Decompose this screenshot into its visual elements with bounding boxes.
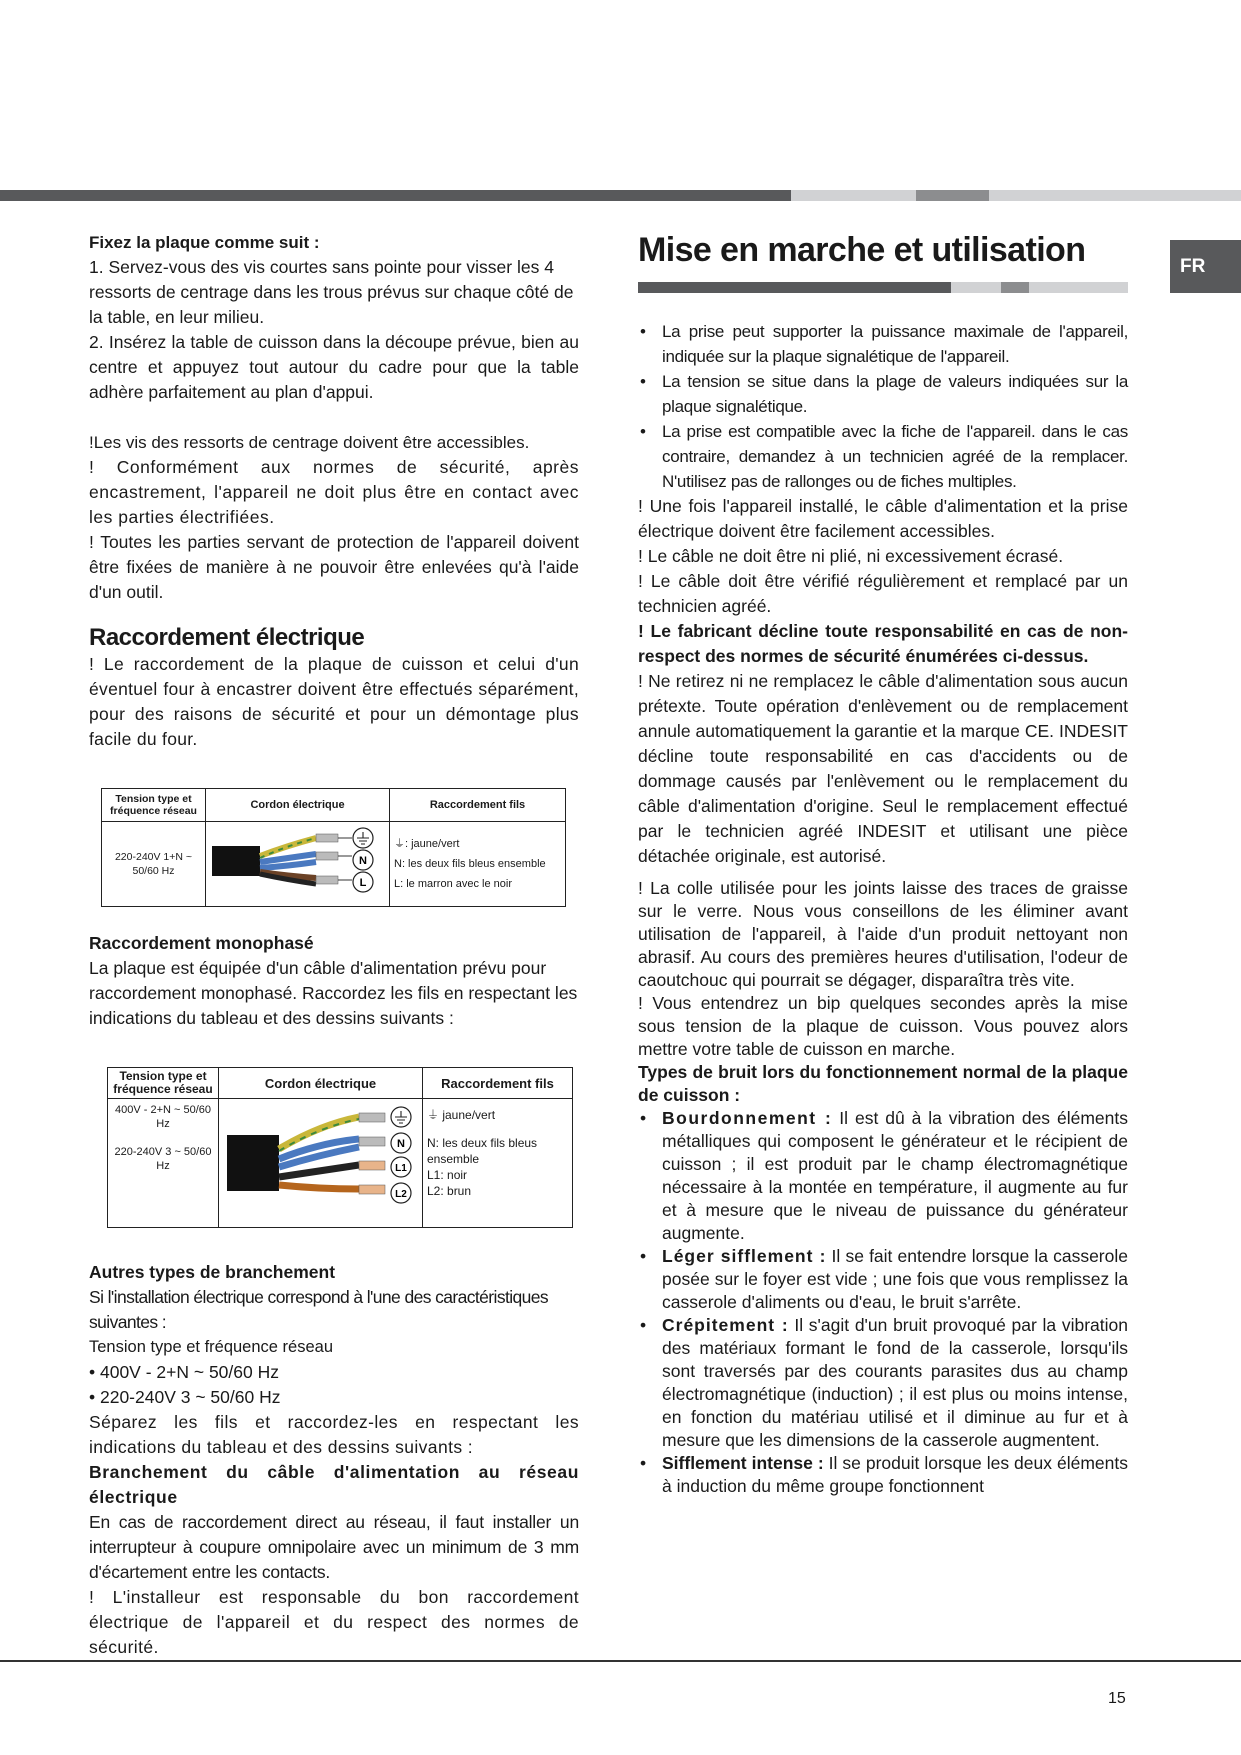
t2-header-voltage: Tension type et fréquence réseau (108, 1068, 219, 1099)
info-beep: ! Vous entendrez un bip quelques secondes après la mise sous tension de la plaque de cuisson. Vous pouvez alors mettre votre table de cuisson en marche. (638, 993, 1128, 1059)
t2-wire-n: N: les deux fils bleus ensemble (427, 1136, 538, 1166)
t2-cord-cell (219, 1099, 423, 1228)
requirements-list (638, 319, 1128, 494)
t2-wires-cell (423, 1099, 573, 1228)
t1-wire-n: N: les deux fils bleus ensemble (394, 858, 546, 870)
other-subtitle: Tension type et fréquence réseau (89, 1338, 333, 1356)
t1-wire-earth: ⏚: jaune/vert (394, 838, 460, 850)
branch-warning: ! L'installeur est responsable du bon raccordement électrique de l'appareil et du respect des normes de sécurité. (89, 1587, 579, 1657)
t2-voltage-cell (108, 1099, 219, 1228)
requirement-3: • La prise est compatible avec la fiche de l'appareil. dans le cas contraire, demandez à un technicien agréé de la remplacer. N'utilisez pas de rallonges ou de fiches multiples. (638, 419, 1128, 494)
header-bar-mid (916, 190, 989, 201)
t2-wire-earth: ⏚ jaune/vert (427, 1108, 496, 1122)
warning-3: ! Toutes les parties servant de protection de l'appareil doivent être fixées de manière à ne pouvoir être enlevées qu'à l'aide d'un outil. (89, 532, 579, 602)
other-bullet-1: • 400V - 2+N ~ 50/60 Hz (89, 1362, 279, 1382)
noise-title: Types de bruit lors du fonctionnement normal de la plaque de cuisson : (638, 1062, 1128, 1105)
t1-voltage: 220-240V 1+N ~ 50/60 Hz (102, 822, 206, 907)
other-title: Autres types de branchement (89, 1262, 336, 1282)
noise-item-2: • Léger sifflement : Il se fait entendre lorsque la casserole posée sur le foyer est vide ; une fois que vous remplissez la casserole d'aliments ou d'eau, le bruit s'arrête. (638, 1245, 1128, 1314)
branch-title: Branchement du câble d'alimentation au réseau électrique (89, 1462, 579, 1507)
header-bar-light (791, 190, 916, 201)
t2-wire-l1: L1: noir (427, 1168, 468, 1182)
requirement-2: • La tension se situe dans la plage de valeurs indiquées sur la plaque signalétique. (638, 369, 1128, 419)
elec-title: Raccordement électrique (89, 624, 365, 651)
t2-symbol-n: N (397, 1138, 405, 1150)
fix-step-1: 1. Servez-vous des vis courtes sans pointe pour visser les 4 ressorts de centrage dans les trous prévus sur chaque côté de la table, en leur milieu. (89, 257, 574, 327)
wiring-table-1 (101, 788, 566, 907)
warning-bend: ! Le câble ne doit être ni plié, ni excessivement écrasé. (638, 546, 1064, 566)
language-tab: FR (1170, 240, 1241, 293)
header-bar-light-2 (989, 190, 1241, 201)
elec-text: ! Le raccordement de la plaque de cuisson et celui d'un éventuel four à encastrer doivent être effectués séparément, pour des raisons de sécurité et pour un démontage plus facile du four. (89, 654, 579, 749)
noise-item-3: • Crépitement : Il s'agit d'un bruit provoqué par la vibration des matériaux formant le fond de la casserole, lorsqu'ils sont traversés par des courants parasites dus au champ électromagnétique (induction) ; il est plus ou moins intense, en fonction du matériau utilisé et il diminue au fur et à mesure que les dimensions de la casserole augmentent. (638, 1314, 1128, 1452)
t1-wire-l: L: le marron avec le noir (394, 878, 512, 890)
mono-title: Raccordement monophasé (89, 933, 314, 953)
left-column (89, 230, 579, 1660)
warning-manufacturer: ! Le fabricant décline toute responsabilité en cas de non-respect des normes de sécurité énumérées ci-dessus. (638, 621, 1128, 666)
footer-line (0, 1660, 1241, 1662)
warning-cable-replace: ! Ne retirez ni ne remplacez le câble d'alimentation sous aucun prétexte. Toute opération d'enlèvement ou de remplacement annule automatiquement la garantie et la marque CE. INDESIT décline toute responsabilité en cas d'accidents ou de dommage causés par l'enlèvement ou le remplacement du câble d'alimentation d'origine. Seul le remplacement effectué par le technicien agréé INDESIT et utilisant une pièce détachée originale, est autorisé. (638, 671, 1128, 866)
other-text: Si l'installation électrique correspond à l'une des caractéristiques suivantes : (89, 1287, 549, 1332)
t1-symbol-l: L (359, 877, 367, 889)
warning-install: ! Une fois l'appareil installé, le câble d'alimentation et la prise électrique doivent être facilement accessibles. (638, 496, 1128, 541)
t1-wires-cell (390, 822, 566, 907)
main-title: Mise en marche et utilisation (638, 231, 1086, 269)
cable-illustration-2 (219, 1099, 417, 1217)
noise-list (638, 1107, 1128, 1498)
t1-symbol-n: N (359, 855, 367, 867)
warning-glue: ! La colle utilisée pour les joints laisse des traces de graisse sur le verre. Nous vous conseillons de les éliminer avant utilisation de l'appareil, à l'aide d'un produit nettoyant non abrasif. Au cours des premières heures d'utilisation, l'odeur de caoutchouc qui pourrait se dégager, disparaîtra très vite. (638, 878, 1128, 990)
t2-voltage-1: 400V - 2+N ~ 50/60 Hz (114, 1104, 211, 1130)
header-bar (0, 190, 1241, 201)
other-bullet-2: • 220-240V 3 ~ 50/60 Hz (89, 1387, 281, 1407)
warning-2: ! Conformément aux normes de sécurité, après encastrement, l'appareil ne doit plus être en contact avec les parties électrifiées. (89, 457, 579, 527)
right-column (638, 230, 1128, 1498)
t2-symbol-l2: L2 (395, 1189, 407, 1200)
header-bar-dark (0, 190, 791, 201)
fix-step-2: 2. Insérez la table de cuisson dans la découpe prévue, bien au centre et appuyez tout autour du cadre pour que la table adhère parfaitement au plan d'appui. (89, 332, 579, 402)
mono-text: La plaque est équipée d'un câble d'alimentation prévu pour raccordement monophasé. Raccordez les fils en respectant les indications du tableau et des dessins suivants : (89, 958, 578, 1028)
earth-icon: ⏚ (427, 1108, 443, 1122)
t2-symbol-l1: L1 (395, 1163, 407, 1174)
page-number: 15 (1108, 1690, 1126, 1707)
earth-icon: ⏚ (394, 838, 405, 850)
t2-header-cord: Cordon électrique (219, 1068, 423, 1099)
wiring-table-2 (107, 1067, 573, 1228)
t2-wire-l2: L2: brun (427, 1184, 472, 1198)
noise-item-1: • Bourdonnement : Il est dû à la vibration des éléments métalliques qui composent le générateur et le récipient de cuisson ; il est produit par le champ électromagnétique nécessaire à la montée en température, il augmente au fur et à mesure que le niveau de puissance du générateur augmente. (638, 1107, 1128, 1245)
fix-title: Fixez la plaque comme suit : (89, 233, 320, 252)
t1-header-voltage: Tension type et fréquence réseau (102, 789, 206, 822)
t1-header-wires: Raccordement fils (390, 789, 566, 822)
other-separate: Séparez les fils et raccordez-les en respectant les indications du tableau et des dessins suivants : (89, 1412, 579, 1457)
t2-voltage-2: 220-240V 3 ~ 50/60 Hz (114, 1146, 212, 1172)
requirement-1: • La prise peut supporter la puissance maximale de l'appareil, indiquée sur la plaque signalétique de l'appareil. (638, 319, 1128, 369)
title-bar (638, 282, 1128, 293)
t1-cord-cell (206, 822, 390, 907)
branch-text: En cas de raccordement direct au réseau, il faut installer un interrupteur à coupure omnipolaire avec un minimum de 3 mm d'écartement entre les contacts. (89, 1512, 579, 1582)
cable-illustration-1 (206, 822, 386, 896)
warning-1: !Les vis des ressorts de centrage doivent être accessibles. (89, 433, 530, 452)
warning-check: ! Le câble doit être vérifié régulièrement et remplacé par un technicien agréé. (638, 571, 1128, 616)
noise-item-4: • Sifflement intense : Il se produit lorsque les deux éléments à induction du même groupe fonctionnent (638, 1452, 1128, 1498)
t2-header-wires: Raccordement fils (423, 1068, 573, 1099)
t1-header-cord: Cordon électrique (206, 789, 390, 822)
